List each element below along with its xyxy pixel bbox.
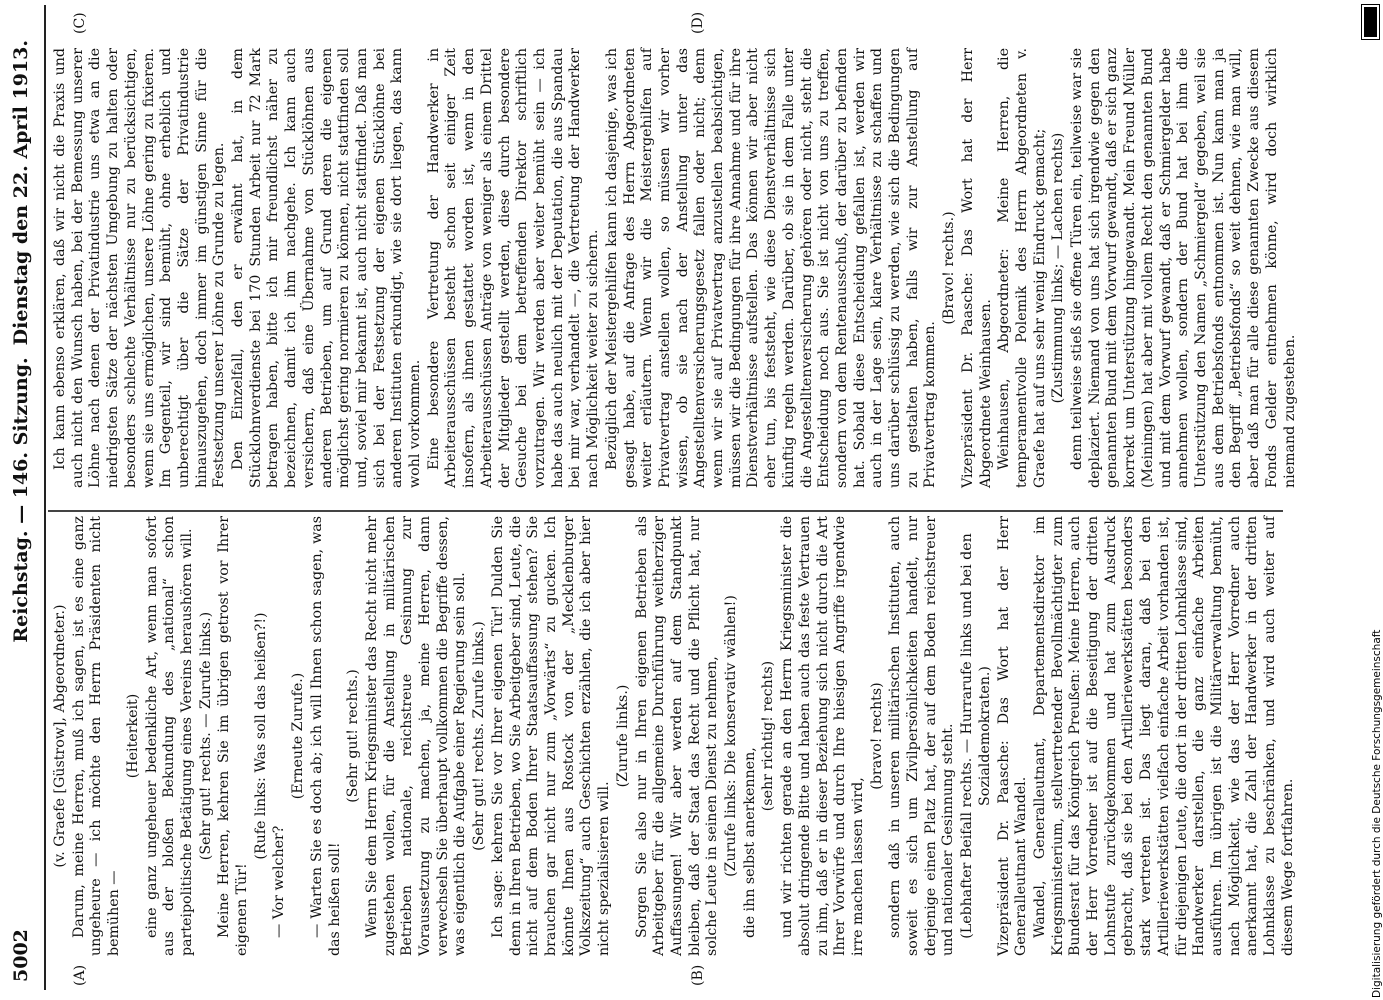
- left-column: [52, 516, 1299, 956]
- page-header: [2, 0, 42, 1000]
- funding-note: Digitalisierung gefördert durch die Deutsche Forschungsgemeinschaft: [1371, 629, 1383, 998]
- paragraph: — Vor welcher?: [271, 825, 288, 938]
- right-column: [52, 48, 1300, 488]
- page-number: 5002: [10, 929, 32, 982]
- paragraph: Vizepräsident Dr. Paasche: Das Wort hat der Herr Generalleutnant Wandel.: [995, 516, 1030, 956]
- paragraph: (Lebhafter Beifall rechts. — Hurrarufe links und bei den Sozialdemokraten.): [959, 533, 993, 939]
- paragraph: denn teilweise stieß sie offene Türen ein, teilweise war sie deplaziert. Niemand von uns hat sich irgendwie gegen den genannten Bund mit dem Vorwurf gewandt, daß er sich ganz korrekt um Unterstützung hingewandt. Mein Freund Müller (Meiningen) hat aber mit vollem Recht den genannten Bund und mit dem Vorwurf gewandt, daß er Schmiergelder habe annehmen wollen, sondern der Bund hat bei ihm die Unterstützung den Namen „Schmiergeld“ gegeben, weil sie aus dem Betriebsfonds entnommen ist. Nun kann man ja den Begriff „Betriebsfonds“ so weit dehnen, wie man will, aber daß man für alle diese genannten Zwecke aus diesem Fonds Gelder entnehmen könne, wird doch wirklich niemand zugestehen.: [1069, 48, 1298, 488]
- paragraph: die ihn selbst anerkennen,: [741, 747, 758, 938]
- paragraph: Wandel, Generalleutnant, Departementsdirektor im Kriegsministerium, stellvertretender Bevollmächtigter zum Bundesrat für das Königreich Preußen: Meine Herren, auch der Herr Vorredner ist auf die Beseitigung der dritten Lohnstufe zurückgekommen und hat zum Ausdruck gebracht, daß sie bei den Artilleriewerkstätten besonders stark vertreten ist. Das liegt daran, daß bei den Artilleriewerkstätten vielfach einfache Arbeit vorhanden ist, für diejenigen Leute, die dort in der dritten Lohnklasse sind, Handwerker darstellen, die ganz einfache Arbeiten ausführen. Im übrigen ist die Militärverwaltung bemüht, nach Möglichkeit, wie das der Herr Vorredner auch anerkannt hat, die Zahl der Handwerker in der dritten Lohnklasse zu beschränken, und wird auch weiter auf diesem Wege fortfahren.: [1031, 516, 1296, 956]
- paragraph: und wir richten gerade an den Herrn Kriegsminister die absolut dringende Bitte und haben auch das feste Vertrauen zu ihm, daß er in dieser Beziehung sich nicht durch die Art Ihrer Vorwürfe und durch Ihre hiesigen Angriffe irgendwie irre machen lassen wird,: [779, 516, 866, 956]
- paragraph: (Zurufe links: Die konservativ wählen!): [723, 595, 740, 877]
- paragraph: Ich sage: kehren Sie vor Ihrer eigenen Tür! Dulden Sie denn in Ihren Betrieben, wo Sie Arbeitgeber sind, Leute, die nicht auf dem Boden Ihrer Staatsauffassung stehen? Sie brauchen gar nicht nur zum „Vorwärts“ zu gucken. Ich könnte Ihnen aus Rostock von der „Mecklenburger Volkszeitung“ auch Geschichten erzählen, die ich aber hier nicht spezialisieren will.: [489, 516, 613, 956]
- session-date: Dienstag den 22. April 1913.: [10, 40, 32, 346]
- paragraph: (Sehr gut! rechts. Zurufe links.): [471, 621, 488, 851]
- paragraph: (v. Graefe [Güstrow], Abgeordneter.): [52, 604, 68, 868]
- paragraph: eine ganz ungeheuer bedenkliche Art, wenn man sofort aus der bloßen Bekundung des „national“ schon parteipolitische Betätigung eines Vereins heraushören will.: [143, 516, 195, 956]
- margin-marker-a: (A): [72, 964, 88, 986]
- paragraph: Eine besondere Vertretung der Handwerker in Arbeiterausschüssen besteht schon seit einiger Zeit insofern, als ihnen gestattet worden ist, wenn in den Arbeiterausschüssen Anträge von weniger als einem Drittel der Mitglieder gestellt werden, diese durch besondere Gesuche bei dem betreffenden Direktor schriftlich vorzutragen. Wir werden aber weiter bemüht sein — ich habe das auch neulich mit der Deputation, die aus Spandau bei mir war, verhandelt —, die Vertretung der Handwerker nach Möglichkeit weiter zu sichern.: [425, 48, 602, 488]
- paragraph: — Warten Sie es doch ab; ich will Ihnen schon sagen, was das heißen soll!: [308, 516, 343, 956]
- paragraph: Wenn Sie dem Herrn Kriegsminister das Recht nicht mehr zugestehen wollen, für die Anstellung in militärischen Betrieben nationale, reichstreue Gesinnung zur Voraussetzung zu machen, ja, meine Herren, dann verwechseln Sie überhaupt vollkommen die Begriffe dessen, was eigentlich die Aufgabe einer Regierung sein soll.: [363, 516, 469, 956]
- paragraph: (Bravo! rechts.): [941, 211, 958, 325]
- paragraph: (Zustimmung links; — Lachen rechts): [1050, 132, 1067, 404]
- paragraph: sondern daß in unseren militärischen Instituten, auch soweit es sich um Zivilpersönlichkeiten handelt, nur derjenige einen Platz hat, der auf dem Boden reichstreuer und nationaler Gesinnung steht.: [887, 516, 957, 956]
- margin-marker-c: (C): [72, 12, 88, 34]
- paragraph: Bezüglich der Meistergehilfen kann ich dasjenige, was ich gesagt habe, auf die Anfrage des Herrn Abgeordneten weiter erläutern. Wenn wir die Meistergehilfen auf Privatvertrag anstellen wollen, so müssen wir vorher wissen, ob sie nach der Anstellung unter das Angestelltenversicherungsgesetz fallen oder nicht; denn wenn wir sie auf Privatvertrag anzustellen beabsichtigen, müssen wir die Bedingungen für ihre Annahme und für ihre Dienstverhältnisse aufstellen. Das können wir aber nicht eher tun, bis feststeht, wie diese Dienstverhältnisse sich künftig regeln werden. Darüber, ob sie in dem Falle unter die Angestelltenversicherung gehören oder nicht, steht die Entscheidung noch aus. Sie ist nicht von uns zu treffen, sondern von dem Rentenausschuß, der darüber zu befinden hat. Sobald diese Entscheidung gefallen ist, werden wir auch in der Lage sein, klare Verhältnisse zu schaffen und uns darüber schlüssig zu werden, wie sich die Bedingungen zu gestalten haben, falls wir zur Anstellung auf Privatvertrag kommen.: [603, 48, 939, 488]
- paragraph: (Sehr gut! rechts.): [345, 669, 362, 803]
- paragraph: Ich kann ebenso erklären, daß wir nicht die Praxis und auch nicht den Wunsch haben, bei der Bemessung unserer Löhne nach denen der Privatindustrie uns etwa an die niedrigsten Sätze der nächsten Umgebung zu halten oder besonders schlechte Verhältnisse nur zu berücksichtigen, wenn sie uns ermöglichen, unsere Löhne gering zu fixieren. Im Gegenteil, wir sind bemüht, ohne erheblich und unberechtigt über die Sätze der Privatindustrie hinauszugehen, doch immer im günstigen Sinne für die Festsetzung unserer Löhne zu Grunde zu legen.: [52, 48, 228, 488]
- margin-marker-d: (D): [690, 11, 706, 34]
- paragraph: (Rufe links: Was soll das heißen?!): [252, 612, 269, 860]
- paragraph: (Zurufe links.): [614, 684, 631, 788]
- paragraph: (Sehr gut! rechts. — Zurufe links.): [197, 611, 214, 861]
- dfg-logo: [1361, 4, 1380, 40]
- paragraph: Darum, meine Herren, muß ich sagen, ist es eine ganz ungeheure — ich möchte den Herrn Präsidenten nicht bemühen —: [70, 516, 123, 956]
- paragraph: Den Einzelfall, den er erwähnt hat, in dem Stücklohnverdienste bei 170 Stunden Arbeit nur 72 Mark betragen haben, bitte ich mir freundlichst näher zu bezeichnen, damit ich ihm nachgehe. Ich kann auch versichern, daß eine Übernahme von Stücklöhnen aus anderen Betrieben, um auf Grund deren die eigenen möglichst gering normieren zu können, nicht stattfinden soll und, soviel mir bekannt ist, auch nicht stattfindet. Daß man sich bei der Festsetzung der eigenen Stücklöhne bei anderen Instituten erkundigt, wie sie dort liegen, das kann wohl vorkommen.: [230, 48, 424, 488]
- paragraph: (Erneute Zurufe.): [290, 672, 307, 800]
- paragraph: (bravo! rechts): [868, 682, 885, 790]
- column-rule: [48, 510, 1283, 512]
- paragraph: Weinhausen, Abgeordneter: Meine Herren, die temperamentvolle Polemik des Herrn Abgeordneten v. Graefe hat auf uns sehr wenig Eindruck gemacht;: [996, 48, 1048, 488]
- paragraph: (sehr richtig! rechts): [760, 660, 777, 812]
- paragraph: Meine Herren, kehren Sie im übrigen getrost vor Ihrer eigenen Tür!: [216, 516, 251, 956]
- paragraph: Vizepräsident Dr. Paasche: Das Wort hat der Herr Abgeordnete Weinhausen.: [959, 48, 994, 488]
- session-title: Reichstag. — 146. Sitzung.: [10, 357, 32, 643]
- margin-marker-b: (B): [690, 964, 706, 986]
- paragraph: (Heiterkeit): [124, 693, 141, 779]
- header-rule: [44, 5, 46, 990]
- digitization-sidebar: [1357, 0, 1383, 1000]
- paragraph: Sorgen Sie also nur in Ihren eigenen Betrieben als Arbeitgeber für die allgemeine Durchführung weitherziger Auffassungen! Wir aber werden auf dem Standpunkt bleiben, daß der Staat das Recht und die Pflicht hat, nur solche Leute in seinen Dienst zu nehmen,: [633, 516, 721, 956]
